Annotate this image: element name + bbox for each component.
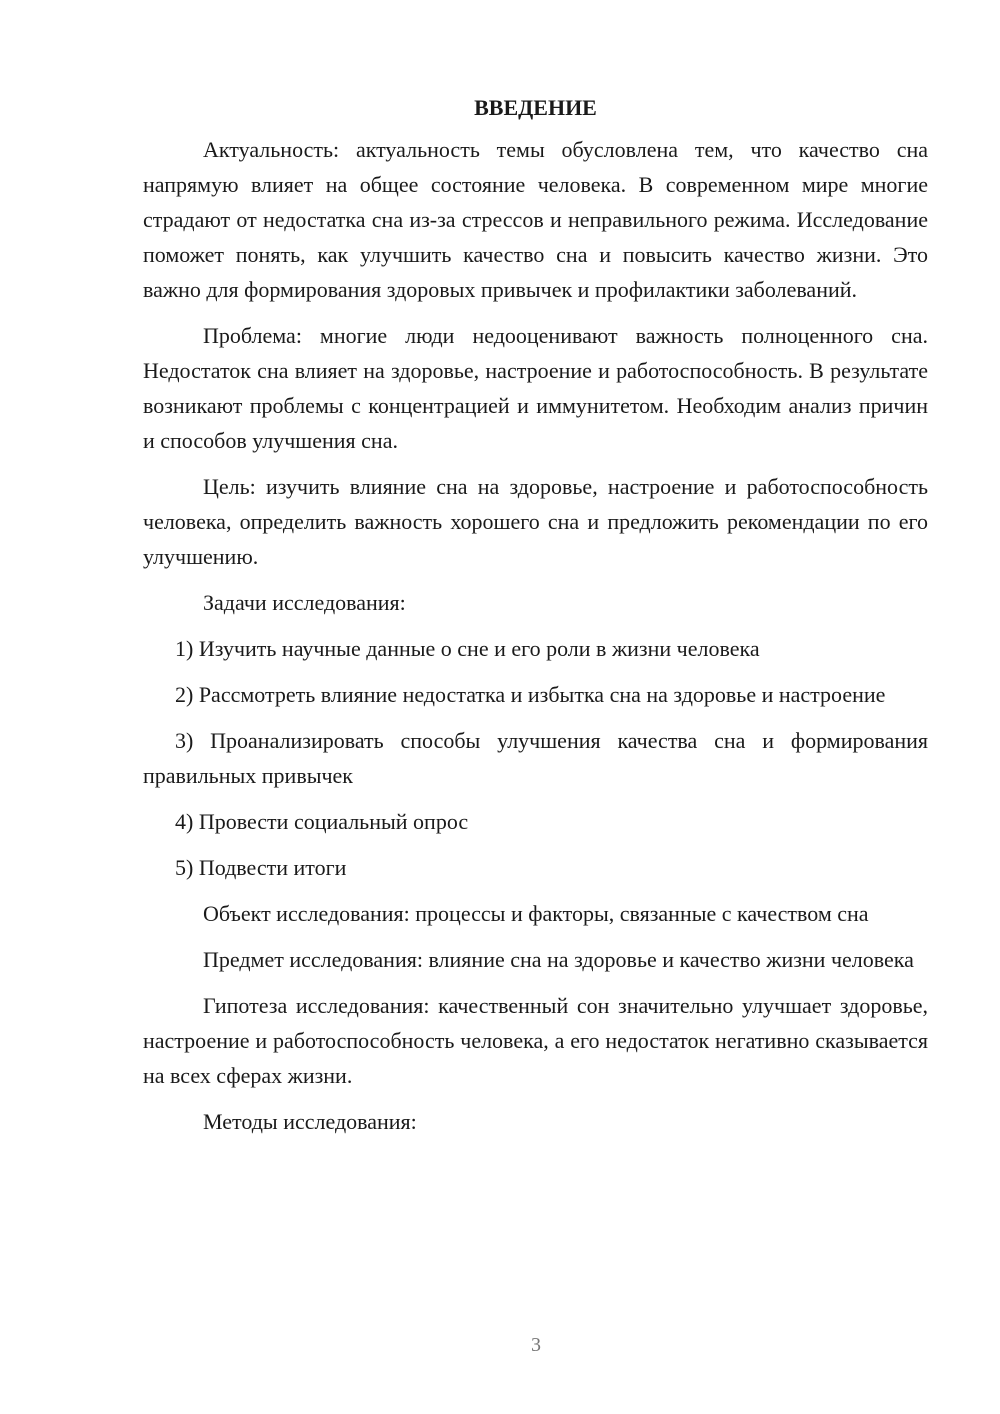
object-paragraph: Объект исследования: процессы и факторы, связанные с качеством сна	[203, 901, 869, 926]
methods-heading: Методы исследования:	[203, 1109, 417, 1134]
goal-paragraph: Цель: изучить влияние сна на здоровье, настроение и работоспособность человека, определить важность хорошего сна и предложить рекомендации по его улучшению.	[143, 474, 928, 569]
task-item-5: 5) Подвести итоги	[175, 855, 347, 880]
page-number: 3	[531, 1334, 541, 1356]
task-item-2: 2) Рассмотреть влияние недостатка и избытка сна на здоровье и настроение	[175, 682, 886, 707]
problem-paragraph: Проблема: многие люди недооценивают важность полноценного сна. Недостаток сна влияет на здоровье, настроение и работоспособность. В результате возникают проблемы с концентрацией и иммунитетом. Необходим анализ причин и способов улучшения сна.	[143, 323, 928, 453]
document-page	[143, 90, 928, 1150]
task-item-1: 1) Изучить научные данные о сне и его роли в жизни человека	[175, 636, 760, 661]
document-title: ВВЕДЕНИЕ	[474, 95, 597, 120]
hypothesis-paragraph: Гипотеза исследования: качественный сон значительно улучшает здоровье, настроение и работоспособность человека, а его недостаток негативно сказывается на всех сферах жизни.	[143, 993, 928, 1088]
subject-paragraph: Предмет исследования: влияние сна на здоровье и качество жизни человека	[203, 947, 914, 972]
task-item-3: 3) Проанализировать способы улучшения качества сна и формирования правильных привычек	[143, 728, 928, 788]
task-item-4: 4) Провести социальный опрос	[175, 809, 469, 834]
tasks-heading: Задачи исследования:	[203, 590, 406, 615]
relevance-paragraph: Актуальность: актуальность темы обусловлена тем, что качество сна напрямую влияет на общее состояние человека. В современном мире многие страдают от недостатка сна из-за стрессов и неправильного режима. Исследование поможет понять, как улучшить качество сна и повысить качество жизни. Это важно для формирования здоровых привычек и профилактики заболеваний.	[143, 137, 928, 302]
